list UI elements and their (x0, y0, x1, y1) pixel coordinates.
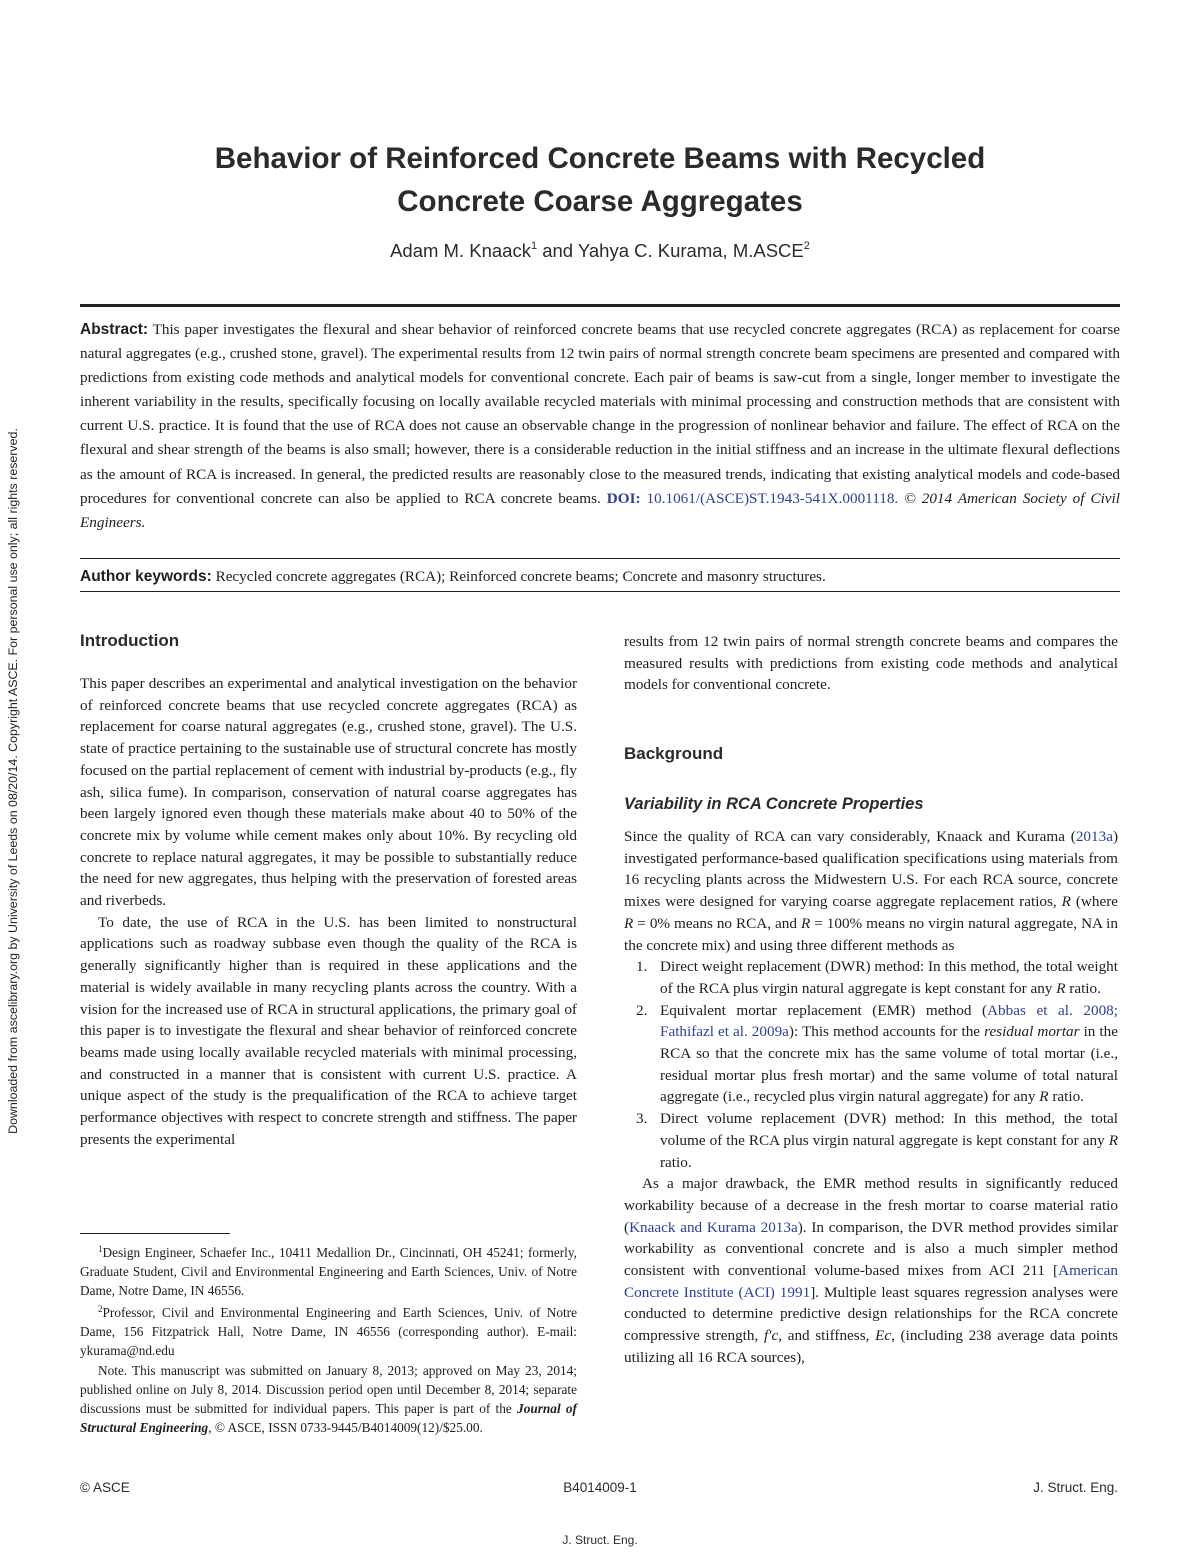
footnote-1-text: Design Engineer, Schaefer Inc., 10411 Medallion Dr., Cincinnati, OH 45241; formerly, Graduate Student, Civil and Environmental Engineering and Earth Sciences, Univ. of Notre Dame, Notre Dame, IN 46556. (80, 1245, 577, 1299)
doi-link[interactable]: 10.1061/(ASCE)ST.1943-541X.0001118. (640, 489, 899, 507)
author-2-mark: 2 (803, 240, 810, 252)
abstract-copyright: © 2014 American Society of Civil Engineers. (80, 489, 1120, 531)
manuscript-note (80, 1361, 577, 1437)
paper-title (80, 137, 1120, 223)
footnote-divider (80, 1233, 230, 1234)
intro-paragraph-2: To date, the use of RCA in the U.S. has been limited to nonstructural applications such as roadway subbase even though the quality of the RCA is generally significantly higher than is required in these applications and the material is widely available in many recycling plants across the country. With a vision for the increased use of RCA in structural applications, the primary goal of this paper is to investigate the flexural and shear behavior of reinforced concrete beams made using locally available recycled materials with minimal processing, and constructed in a manner that is consistent with current U.S. practice. A unique aspect of the study is the prequalification of the RCA to achieve target performance objectives with respect to concrete strength and stiffness. The paper presents the experimental (80, 913, 577, 1148)
doi-label: DOI: (606, 489, 641, 507)
list-item: 2. Equivalent mortar replacement (EMR) method (Abbas et al. 2008; Fathifazl et al. 2009a): This method accounts for the residual mortar in the RCA so that the concrete mix has the same volume of total mortar (i.e., residual mortar plus fresh mortar) and the same volume of total natural aggregate (i.e., recycled plus virgin natural aggregate) for any R ratio. (636, 1001, 1118, 1106)
abstract-text: This paper investigates the flexural and shear behavior of reinforced concrete beams that use recycled concrete aggregates (RCA) as replacement for coarse natural aggregates (e.g., crushed stone, gravel). The experimental results from 12 twin pairs of normal strength concrete beam specimens are presented and compared with predictions from existing code methods and analytical models for conventional concrete. Each pair of beams is saw-cut from a single, longer member to investigate the inherent variability in the results, specifically focusing on locally available recycled materials with minimal processing and construction methods that are consistent with current U.S. practice. It is found that the use of RCA does not cause an observable change in the progression of nonlinear behavior and failure. The effect of RCA on the flexural and shear strength of the beams is also small; however, there is a considerable reduction in the initial stiffness and an increase in the ultimate flexural deflections as the amount of RCA is increased. In general, the predicted results are reasonably close to the measured trends, indicating that existing analytical models and code-based procedures for conventional concrete can also be applied to RCA concrete beams. (80, 321, 1120, 507)
author-line (80, 240, 1120, 262)
background-paragraph-2: As a major drawback, the EMR method results in significantly reduced workability because of a decrease in the fresh mortar to coarse material ratio (Knaack and Kurama 2013a). In comparison, the DVR method provides similar workability as conventional concrete and is also a much simpler method consistent with conventional volume-based mixes from ACI 211 [American Concrete Institute (ACI) 1991]. Multiple least squares regression analyses were conducted to determine predictive design relationships for the RCA concrete compressive strength, f′c, and stiffness, Ec, (including 238 average data points utilizing all 16 RCA sources), (624, 1175, 1118, 1366)
citation-link-aci-1991[interactable]: American Concrete Institute (ACI) 1991 (624, 1262, 1118, 1301)
footnote-1-mark: 1 (98, 1244, 103, 1254)
journal-name: Journal of Structural Engineering (80, 1400, 577, 1435)
footer-page-id: B4014009-1 (563, 1480, 637, 1495)
footnotes (80, 1240, 577, 1437)
author-and: and (537, 240, 578, 261)
list-item: 1. Direct weight replacement (DWR) method: In this method, the total weight of the RCA plus virgin natural aggregate is kept constant for any R ratio. (636, 958, 1118, 997)
section-heading-introduction: Introduction (80, 631, 180, 650)
footnote-1 (80, 1240, 577, 1300)
list-item: 3. Direct volume replacement (DVR) method: In this method, the total volume of the RCA plus virgin natural aggregate is kept constant for any R ratio. (636, 1110, 1118, 1171)
note-text-b: , © ASCE, ISSN 0733-9445/B4014009(12)/$25.00. (208, 1419, 483, 1435)
keywords-text: Recycled concrete aggregates (RCA); Reinforced concrete beams; Concrete and masonry structures. (211, 568, 826, 585)
download-stamp (0, 0, 26, 1553)
footnote-2-text: Professor, Civil and Environmental Engineering and Earth Sciences, Univ. of Notre Dame, 156 Fitzpatrick Hall, Notre Dame, IN 46556 (corresponding author). E-mail: ykurama@nd.edu (80, 1305, 577, 1359)
abstract-divider (80, 558, 1120, 559)
title-line-2: Concrete Coarse Aggregates (397, 185, 803, 218)
footer-journal: J. Struct. Eng. (1033, 1480, 1118, 1495)
right-column-background (624, 826, 1118, 1369)
left-column (80, 673, 577, 1150)
keywords-label: Author keywords: (80, 568, 212, 585)
method-list (624, 956, 1118, 1173)
author-1-mark: 1 (530, 240, 538, 252)
author-1: Adam M. Knaack (390, 240, 531, 261)
download-stamp-text: Downloaded from ascelibrary.org by University of Leeds on 08/20/14. Copyright ASCE. For personal use only; all rights reserved. (6, 428, 20, 1134)
footnote-2-mark: 2 (98, 1304, 103, 1315)
intro-paragraph-1: This paper describes an experimental and analytical investigation on the behavior of reinforced concrete beams that use recycled concrete aggregates (RCA) as replacement for coarse natural aggregates (e.g., crushed stone, gravel). The U.S. state of practice pertaining to the sustainable use of structural concrete has mostly focused on the partial replacement of cement with industrial by-products (e.g., fly ash, silica fume). In comparison, conservation of natural coarse aggregates has been largely ignored even though these materials make about 40 to 50% of the concrete mix by volume while cement makes only about 10%. By recycling old concrete to replace natural aggregates, it may be possible to substantially reduce the need for new aggregates, thus helping with the preservation of forested areas and riverbeds. (80, 675, 577, 910)
footer-left: © ASCE (80, 1480, 130, 1495)
abstract (80, 318, 1120, 535)
keywords-divider (80, 591, 1120, 592)
section-heading-background: Background (624, 744, 724, 763)
citation-link-2013a[interactable]: 2013a (1075, 828, 1113, 845)
right-column-intro-continued (624, 631, 1118, 696)
author-2: Yahya C. Kurama, M.ASCE (577, 240, 804, 261)
title-divider (80, 304, 1120, 307)
citation-link-abbas-fathifazl[interactable]: Abbas et al. 2008; Fathifazl et al. 2009a (660, 1001, 1118, 1041)
title-line-1: Behavior of Reinforced Concrete Beams with Recycled (214, 142, 986, 175)
footer-bottom-journal: J. Struct. Eng. (562, 1533, 638, 1547)
keywords (80, 566, 1120, 588)
footnote-2 (80, 1300, 577, 1360)
subsection-heading-variability: Variability in RCA Concrete Properties (624, 795, 924, 813)
note-text-a: Note. This manuscript was submitted on January 8, 2013; approved on May 23, 2014; published online on July 8, 2014. Discussion period open until December 8, 2014; separate discussions must be submitted for individual papers. This paper is part of the (80, 1362, 577, 1416)
abstract-label: Abstract: (80, 321, 149, 338)
background-paragraph-1: Since the quality of RCA can vary considerably, Knaack and Kurama (2013a) investigated performance-based qualification specifications using materials from 16 recycling plants across the Midwestern U.S. For each RCA source, concrete mixes were designed for varying coarse aggregate replacement ratios, R (where R = 0% means no RCA, and R = 100% means no virgin natural aggregate, NA in the concrete mix) and using three different methods as (624, 828, 1118, 954)
intro-paragraph-2-continued: results from 12 twin pairs of normal strength concrete beams and compares the measured results with predictions from existing code methods and analytical models for conventional concrete. (624, 633, 1118, 694)
citation-link-knaack-kurama[interactable]: Knaack and Kurama 2013a (629, 1218, 798, 1236)
